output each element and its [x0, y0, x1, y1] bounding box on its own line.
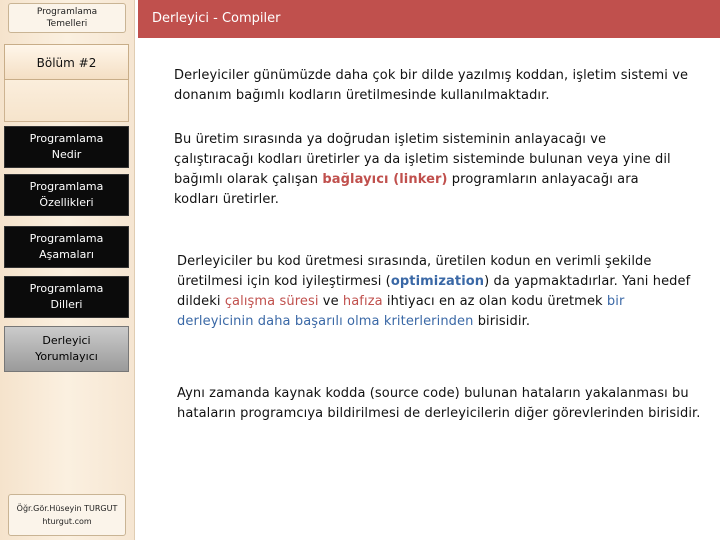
- optimization-highlight: optimization: [390, 274, 485, 289]
- sidebar-item-label: Yorumlayıcı: [35, 350, 98, 363]
- paragraph-3-text: birisidir.: [473, 314, 531, 329]
- paragraph-2: [174, 130, 680, 210]
- chapter-divider: [4, 80, 129, 122]
- sidebar-item-derleyici-yorumlayici[interactable]: [4, 326, 129, 372]
- runtime-highlight: çalışma süresi: [224, 294, 319, 309]
- paragraph-4: Aynı zamanda kaynak kodda (source code) bulunan hataların yakalanması bu hataların programcıya bildirilmesi de derleyicilerin diğer görevlerinden birisidir.: [177, 386, 701, 421]
- sidebar-item-label: Programlama: [29, 180, 104, 193]
- course-title-line1: Programlama: [36, 7, 98, 17]
- sidebar-item-label: Programlama: [29, 232, 104, 245]
- paragraph-3-text: Derleyiciler bu kod üretmesi sırasında, üretilen kodun en verimli şekilde üretilmesi için kod iyileştirmesi (: [177, 254, 652, 289]
- paragraph-3-text: ihtiyacı en az olan kodu üretmek: [382, 294, 607, 309]
- sidebar-item-label: Programlama: [29, 132, 104, 145]
- paragraph-1: Derleyiciler günümüzde daha çok bir dilde yazılmış koddan, işletim sistemi ve donanım bağımlı kodların üretilmesinde kullanılmaktadır.: [174, 68, 689, 103]
- sidebar-item-label: Özellikleri: [39, 196, 94, 209]
- slide-header: [138, 0, 720, 38]
- sidebar-item-label: Dilleri: [50, 298, 83, 311]
- chapter-label: Bölüm #2: [4, 44, 129, 80]
- author-name: Öğr.Gör.Hüseyin TURGUT: [16, 504, 118, 513]
- course-title-line2: Temelleri: [46, 19, 88, 29]
- memory-highlight: hafıza: [342, 294, 383, 309]
- linker-highlight: bağlayıcı (linker): [322, 172, 448, 187]
- sidebar-item-programlama-asamalari[interactable]: [4, 226, 129, 268]
- sidebar-item-programlama-dilleri[interactable]: [4, 276, 129, 318]
- paragraph-2-text: programların anlayacağı ara kodları üretirler.: [174, 172, 639, 207]
- sidebar: [0, 0, 135, 540]
- sidebar-item-label: Nedir: [51, 148, 82, 161]
- paragraph-3-text: ve: [318, 294, 343, 309]
- sidebar-item-label: Programlama: [29, 282, 104, 295]
- paragraph-3: [177, 252, 701, 332]
- paragraph-2-text: Bu üretim sırasında ya doğrudan işletim sisteminin anlayacağı ve çalıştıracağı kodları üretirler ya da işletim sisteminde bulunan veya yine dil bağımlı olarak çalışan: [174, 132, 671, 187]
- author-website: hturgut.com: [42, 517, 92, 526]
- paragraph-3-text: ) da yapmaktadırlar. Yani hedef dildeki: [177, 274, 691, 309]
- sidebar-item-label: Aşamaları: [39, 248, 94, 261]
- course-title: [8, 3, 126, 33]
- sidebar-item-programlama-nedir[interactable]: [4, 126, 129, 168]
- sidebar-item-label: Derleyici: [42, 334, 91, 347]
- slide-title: Derleyici - Compiler: [152, 11, 281, 26]
- author-credit: [8, 494, 126, 536]
- criteria-highlight: bir derleyicinin daha başarılı olma kriterlerinden: [177, 294, 625, 329]
- sidebar-item-programlama-ozellikleri[interactable]: [4, 174, 129, 216]
